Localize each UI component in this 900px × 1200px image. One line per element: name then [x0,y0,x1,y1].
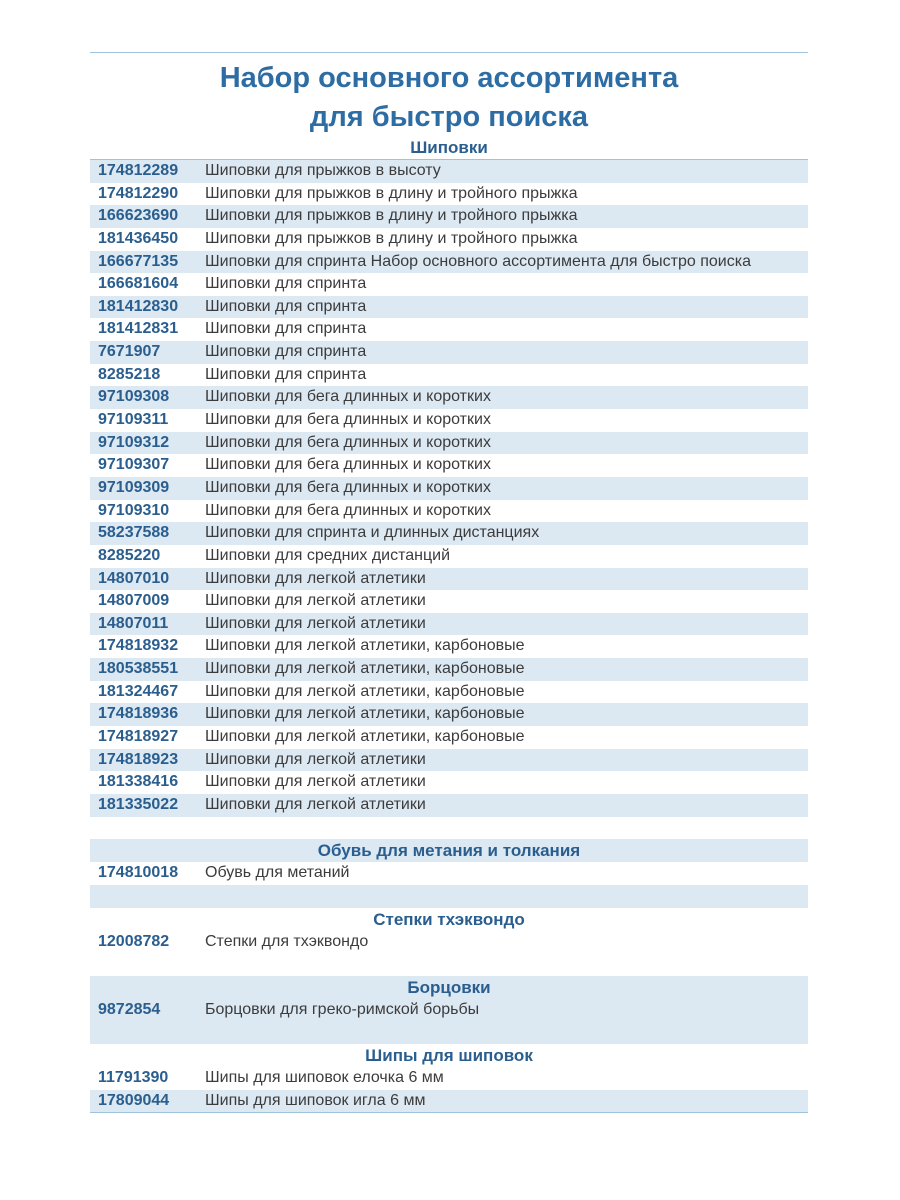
product-description: Шиповки для бега длинных и коротких [205,433,491,451]
table-row [90,681,808,704]
table-row [90,205,808,228]
table-row [90,749,808,772]
article-code: 181412830 [98,297,179,315]
section-heading-taekwondo: Степки тхэквондо [373,909,525,929]
article-code: 174812290 [98,184,179,202]
table-row [90,454,808,477]
product-description: Степки для тхэквондо [205,932,369,950]
article-code: 97109310 [98,501,170,519]
product-description: Шиповки для спринта [205,343,367,361]
table-row [90,522,808,545]
section-heading-pins: Шипы для шиповок [365,1046,533,1066]
document-page [90,52,808,1113]
article-code: 174818927 [98,728,179,746]
product-description: Шиповки для прыжков в длину и тройного прыжка [205,229,578,247]
product-description: Шиповки для бега длинных и коротких [205,411,491,429]
article-code: 14807011 [98,614,169,632]
spacer-row [90,953,808,976]
article-code: 8285220 [98,546,161,564]
article-code: 174818923 [98,750,179,768]
article-code: 97109309 [98,478,170,496]
article-code: 181338416 [98,773,179,791]
article-code: 14807009 [98,592,170,610]
product-description: Шиповки для легкой атлетики, карбоновые [205,728,525,746]
article-code: 166623690 [98,207,179,225]
product-description: Шипы для шиповок игла 6 мм [205,1091,426,1109]
table-row [90,658,808,681]
article-code: 166681604 [98,275,179,293]
table-row [90,590,808,613]
article-code: 181412831 [98,320,179,338]
table-row [90,386,808,409]
article-code: 17809044 [98,1091,170,1109]
product-description: Шиповки для легкой атлетики [205,592,426,610]
table-row [90,432,808,455]
title-line-2: для быстро поиска [309,101,589,133]
table-row [90,318,808,341]
table-row [90,251,808,274]
product-description: Шиповки для прыжков в длину и тройного прыжка [205,184,578,202]
table-row [90,703,808,726]
title-line-1: Набор основного ассортимента [219,62,679,94]
table-row [90,931,808,954]
table-row [90,862,808,885]
bottom-divider [90,1112,808,1113]
table-row [90,999,808,1022]
product-list-wrestling [90,999,808,1022]
table-row [90,341,808,364]
product-description: Шиповки для легкой атлетики [205,614,426,632]
table-row [90,477,808,500]
article-code: 181335022 [98,795,179,813]
spacer-row [90,1021,808,1044]
product-description: Шиповки для бега длинных и коротких [205,388,491,406]
product-description: Шиповки для спринта [205,320,367,338]
article-code: 58237588 [98,524,170,542]
article-code: 97109307 [98,456,170,474]
product-description: Шиповки для спринта Набор основного ассортимента для быстро поиска [205,252,751,270]
article-code: 174818936 [98,705,179,723]
product-description: Шиповки для легкой атлетики, карбоновые [205,637,525,655]
table-row [90,635,808,658]
table-row [90,568,808,591]
product-description: Шиповки для прыжков в высоту [205,162,441,179]
table-row [90,183,808,206]
table-row [90,273,808,296]
product-description: Шиповки для бега длинных и коротких [205,478,491,496]
product-description: Шиповки для легкой атлетики [205,795,426,813]
product-description: Шиповки для спринта [205,297,367,315]
article-code: 97109308 [98,388,170,406]
product-description: Шиповки для легкой атлетики, карбоновые [205,705,525,723]
table-row [90,771,808,794]
table-row [90,1090,808,1113]
table-row [90,409,808,432]
product-description: Шиповки для легкой атлетики [205,569,426,587]
article-code: 97109311 [98,411,169,429]
article-code: 14807010 [98,569,170,587]
article-code: 174812289 [98,162,179,179]
table-row [90,726,808,749]
product-list-throwing [90,862,808,885]
spacer-row [90,885,808,908]
top-divider [90,52,808,53]
table-row [90,613,808,636]
article-code: 181324467 [98,682,179,700]
article-code: 11791390 [98,1069,169,1087]
article-code: 174810018 [98,864,179,882]
article-code: 174818932 [98,637,179,655]
page-title [90,59,808,137]
section-heading-throwing: Обувь для метания и толкания [90,839,808,862]
product-description: Шиповки для легкой атлетики, карбоновые [205,660,525,678]
product-description: Шиповки для бега длинных и коротких [205,501,491,519]
table-row [90,160,808,183]
article-code: 97109312 [98,433,170,451]
article-code: 180538551 [98,660,179,678]
table-row [90,228,808,251]
article-code: 181436450 [98,229,179,247]
table-row [90,364,808,387]
article-code: 7671907 [98,343,161,361]
table-row [90,545,808,568]
spacer-row [90,817,808,840]
product-list-pins [90,1067,808,1112]
section-heading-wrestling: Борцовки [90,976,808,999]
article-code: 166677135 [98,252,179,270]
product-description: Шиповки для спринта [205,275,367,293]
product-description: Шиповки для легкой атлетики [205,773,426,791]
product-description: Обувь для метаний [205,864,350,882]
product-list-spikes [90,160,808,817]
product-description: Шиповки для легкой атлетики [205,750,426,768]
product-description: Шиповки для прыжков в длину и тройного прыжка [205,207,578,225]
product-description: Шипы для шиповок елочка 6 мм [205,1069,444,1087]
article-code: 12008782 [98,932,170,950]
table-row [90,1067,808,1090]
product-description: Шиповки для средних дистанций [205,546,451,564]
product-description: Шиповки для спринта и длинных дистанциях [205,524,540,542]
product-description: Шиповки для легкой атлетики, карбоновые [205,682,525,700]
section-heading-spikes: Шиповки [410,138,488,157]
product-description: Борцовки для греко-римской борьбы [205,1000,480,1018]
article-code: 8285218 [98,365,161,383]
table-row [90,296,808,319]
table-row [90,794,808,817]
article-code: 9872854 [98,1000,161,1018]
table-row [90,500,808,523]
product-description: Шиповки для бега длинных и коротких [205,456,491,474]
product-description: Шиповки для спринта [205,365,367,383]
product-list-taekwondo [90,931,808,954]
